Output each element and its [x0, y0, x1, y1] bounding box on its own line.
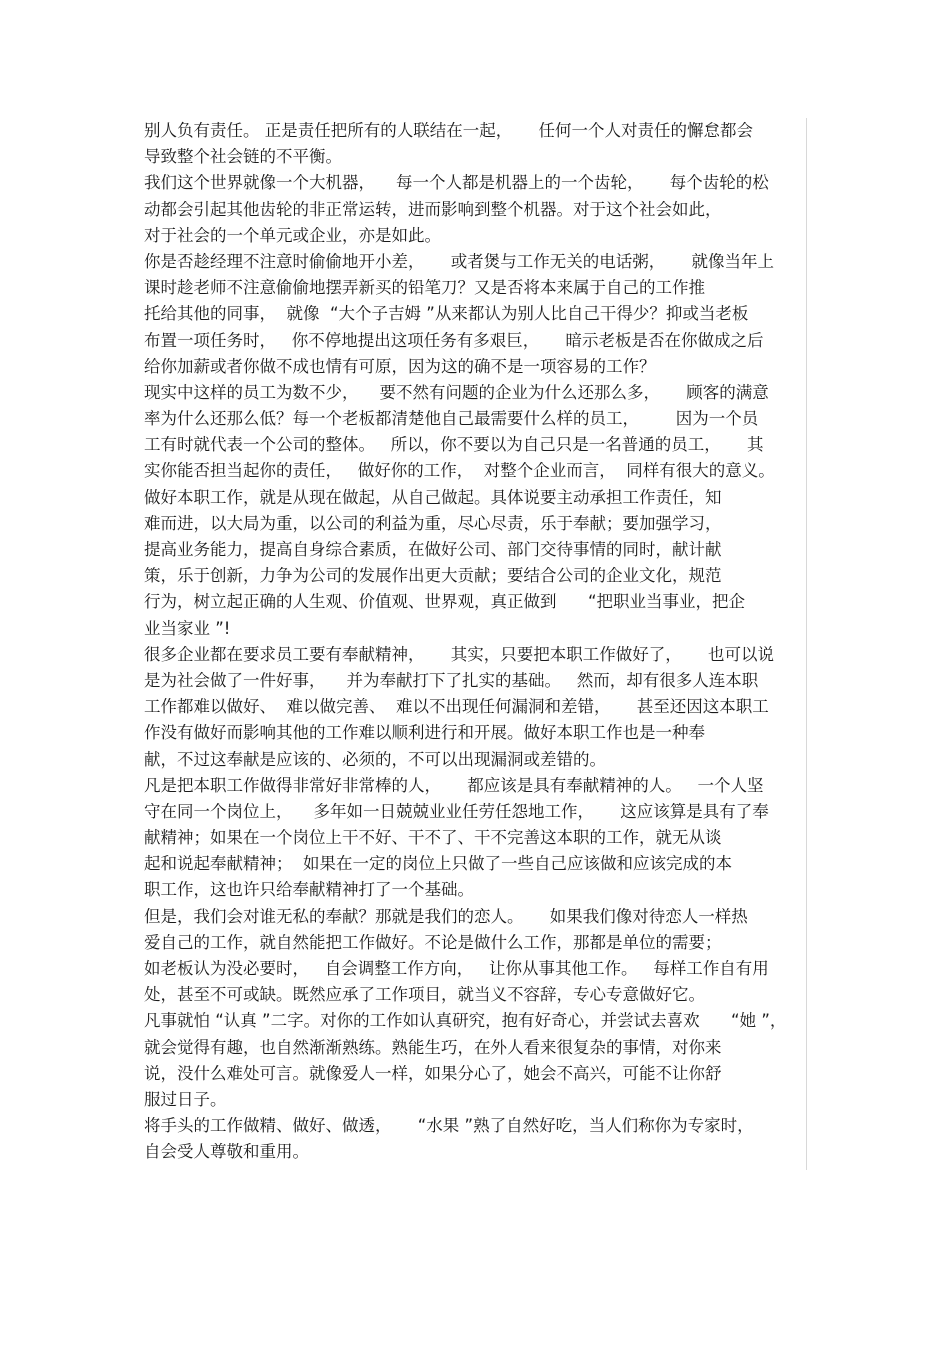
text-line: 提高业务能力，提高自身综合素质，在做好公司、部门交待事情的同时，献计献 — [144, 540, 722, 559]
text-line: 动都会引起其他齿轮的非正常运转，进而影响到整个机器。对于这个社会如此， — [144, 199, 722, 219]
text-line: 作没有做好而影响其他的工作难以顺利进行和开展。做好本职工作也是一种奉 — [144, 723, 705, 743]
text-line: 说，没什么难处可言。就像爱人一样，如果分心了，她会不高兴，可能不让你舒 — [144, 1063, 722, 1083]
text-line: 布置一项任务时， 你不停地提出这项任务有多艰巨， 暗示老板是否在你做成之后 — [144, 330, 764, 350]
text-line: 托给其他的同事， 就像 “大个子吉姆 ”从来都认为别人比自己干得少？抑或当老板 — [144, 304, 749, 324]
text-line: 难而进，以大局为重，以公司的利益为重，尽心尽责，乐于奉献；要加强学习， — [144, 513, 722, 533]
text-line: 就会觉得有趣，也自然渐渐熟练。熟能生巧，在外人看来很复杂的事情，对你来 — [144, 1037, 722, 1057]
text-line: 业当家业 ”! — [144, 618, 231, 638]
text-line: 起和说起奉献精神； 如果在一定的岗位上只做了一些自己应该做和应该完成的本 — [144, 854, 732, 874]
text-line: 工作都难以做好、 难以做完善、 难以不出现任何漏洞和差错， 甚至还因这本职工 — [144, 697, 769, 717]
text-line: 献，不过这奉献是应该的、必须的，不可以出现漏洞或差错的。 — [144, 749, 606, 769]
text-line: 工有时就代表一个公司的整体。 所以，你不要以为自己只是一名普通的员工， 其 — [144, 435, 764, 455]
text-line: 做好本职工作，就是从现在做起，从自己做起。具体说要主动承担工作责任，知 — [144, 487, 722, 507]
text-line: 行为，树立起正确的人生观、价值观、世界观，真正做到 “把职业当事业，把企 — [144, 592, 746, 612]
text-line: 爱自己的工作，就自然能把工作做好。不论是做什么工作，那都是单位的需要； — [144, 932, 722, 952]
text-line: 如老板认为没必要时， 自会调整工作方向， 让你从事其他工作。 每样工作自有用 — [144, 959, 769, 978]
text-line: 实你能否担当起你的责任， 做好你的工作， 对整个企业而言， 同样有很大的意义。 — [144, 461, 775, 481]
text-line: 献精神；如果在一个岗位上干不好、干不了、干不完善这本职的工作，就无从谈 — [144, 828, 722, 848]
text-line: 处，甚至不可或缺。既然应承了工作项目，就当义不容辞，专心专意做好它。 — [144, 985, 705, 1005]
text-line: 我们这个世界就像一个大机器， 每一个人都是机器上的一个齿轮， 每个齿轮的松 — [144, 173, 769, 193]
text-line: 很多企业都在要求员工要有奉献精神， 其实，只要把本职工作做好了， 也可以说 — [144, 644, 774, 664]
text-line: 对于社会的一个单元或企业，亦是如此。 — [144, 225, 441, 245]
text-line: 率为什么还那么低？每一个老板都清楚他自己最需要什么样的员工， 因为一个员 — [144, 409, 759, 429]
text-line: 给你加薪或者你做不成也情有可原，因为这的确不是一项容易的工作？ — [144, 356, 656, 376]
text-line: 守在同一个岗位上， 多年如一日兢兢业业任劳任怨地工作， 这应该算是具有了奉 — [144, 801, 769, 821]
text-line: 课时趁老师不注意偷偷地摆弄新买的铅笔刀？又是否将本来属于自己的工作推 — [144, 278, 705, 298]
text-line: 你是否趁经理不注意时偷偷地开小差， 或者煲与工作无关的电话粥， 就像当年上 — [144, 251, 774, 271]
text-line: 服过日子。 — [144, 1089, 227, 1109]
text-line: 导致整个社会链的不平衡。 — [144, 147, 342, 167]
text-line: 职工作，这也许只给奉献精神打了一个基础。 — [144, 880, 474, 900]
text-line: 别人负有责任。 正是责任把所有的人联结在一起， 任何一个人对责任的懈怠都会 — [144, 121, 753, 140]
text-line: 凡事就怕 “认真 ”二字。对你的工作如认真研究，抱有好奇心，并尝试去喜欢 “她 ”， — [144, 1011, 787, 1031]
text-line: 现实中这样的员工为数不少， 要不然有问题的企业为什么还那么多， 顾客的满意 — [144, 382, 769, 402]
body-text — [144, 118, 812, 1166]
text-line: 策，乐于创新，力争为公司的发展作出更大贡献；要结合公司的企业文化，规范 — [144, 566, 722, 586]
text-line: 自会受人尊敬和重用。 — [144, 1142, 309, 1162]
text-line: 是为社会做了一件好事， 并为奉献打下了扎实的基础。 然而，却有很多人连本职 — [144, 670, 759, 690]
text-line: 但是，我们会对谁无私的奉献？那就是我们的恋人。 如果我们像对待恋人一样热 — [144, 906, 748, 926]
text-line: 凡是把本职工作做得非常好非常棒的人， 都应该是具有奉献精神的人。 一个人坚 — [144, 775, 764, 795]
text-line: 将手头的工作做精、做好、做透， “水果 ”熟了自然好吃，当人们称你为专家时， — [144, 1116, 754, 1136]
